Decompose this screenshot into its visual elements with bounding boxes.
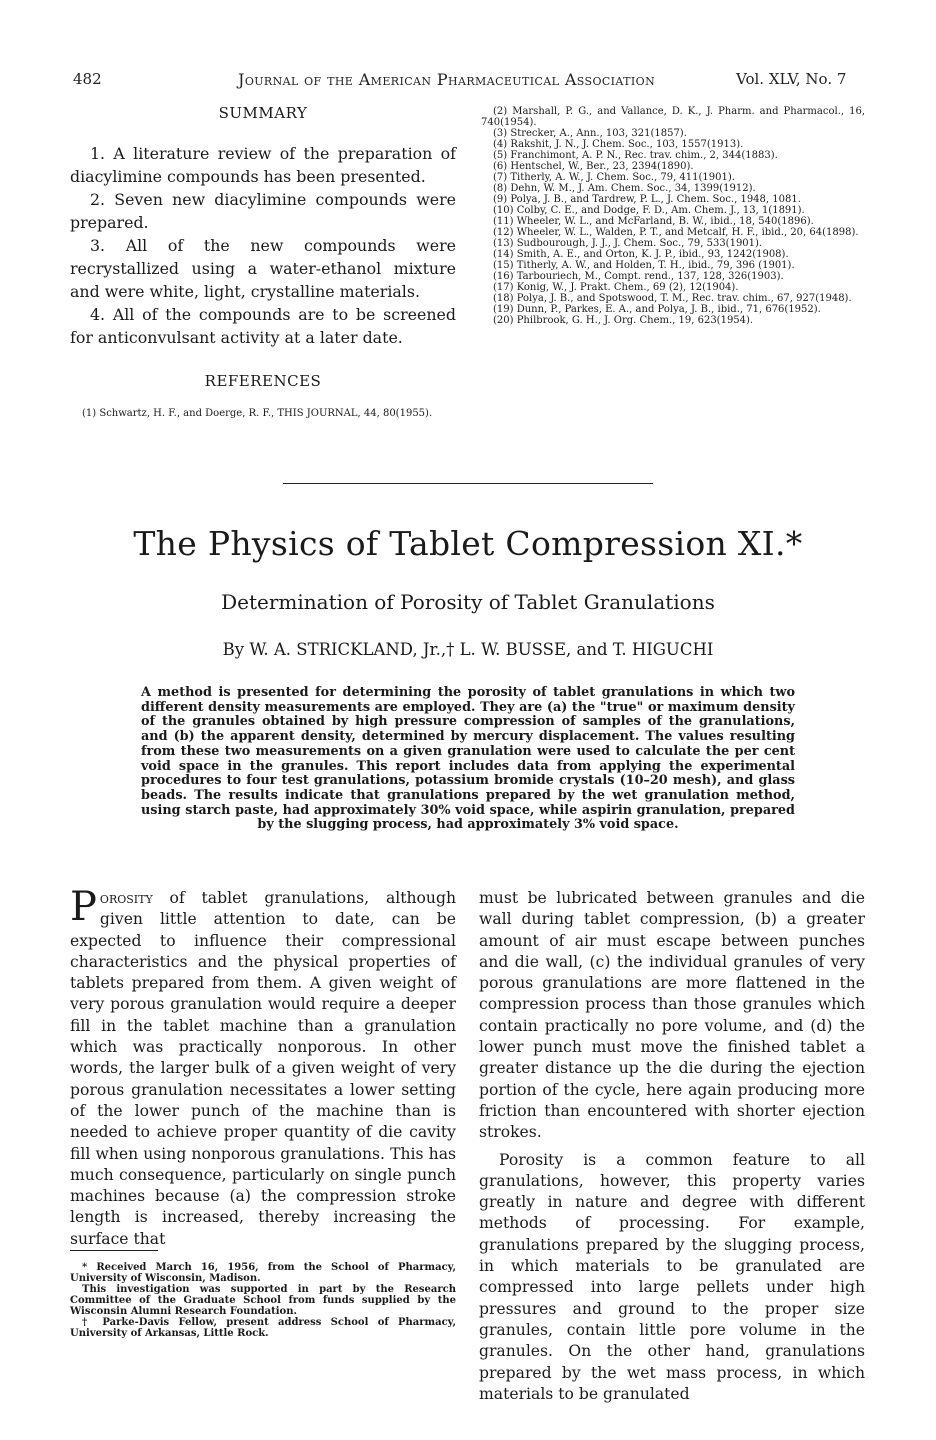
references-heading: REFERENCES xyxy=(204,372,322,390)
reference-item: (13) Sudbourough, J. J., J. Chem. Soc., 79, 533(1901). xyxy=(493,238,763,249)
reference-item: (1) Schwartz, H. F., and Doerge, R. F., THIS JOURNAL, 44, 80(1955). xyxy=(82,408,433,419)
reference-item: (14) Smith, A. E., and Orton, K. J. P., ibid., 93, 1242(1908). xyxy=(493,249,789,260)
reference-item: (3) Strecker, A., Ann., 103, 321(1857). xyxy=(493,128,687,139)
footnotes xyxy=(70,1262,456,1339)
reference-item: (11) Wheeler, W. L., and McFarland, B. W., ibid., 18, 540(1896). xyxy=(493,216,814,227)
drop-cap: P xyxy=(70,884,97,930)
reference-item: (8) Dehn, W. M., J. Am. Chem. Soc., 34, 1399(1912). xyxy=(493,183,756,194)
abstract: A method is presented for determining the porosity of tablet granulations in which two different density measurements are employed. They are (a) the "true" or maximum density of the granules obtained by high pressure compression of samples of the granulations, and (b) the apparent density, determined by mercury displacement. The values resulting from these two measurements on a given granulation were used to calculate the per cent void space in the granules. This report includes data from applying the experimental procedures to four test granulations, potassium bromide crystals (10–20 mesh), and glass beads. The results indicate that granulations prepared by the wet granulation method, using starch paste, had approximately 30% void space, while aspirin granulation, prepared by the slugging process, had approximately 3% void space. xyxy=(141,685,795,833)
page-number: 482 xyxy=(73,70,102,88)
reference-item: (20) Philbrook, G. H., J. Org. Chem., 19, 623(1954). xyxy=(493,315,754,326)
reference-item: (6) Hentschel, W., Ber., 23, 2394(1890). xyxy=(493,161,694,172)
summary-item: 4. All of the compounds are to be screened for anticonvulsant activity at a later date. xyxy=(70,305,456,347)
reference-item: (10) Colby, C. E., and Dodge, F. D., Am. Chem. J., 13, 1(1891). xyxy=(493,205,805,216)
reference-item: (9) Polya, J. B., and Tardrew, P. L., J. Chem. Soc., 1948, 1081. xyxy=(493,194,801,205)
body-right-column xyxy=(479,888,865,1405)
reference-item: (18) Polya, J. B., and Spotswood, T. M., Rec. trav. chim., 67, 927(1948). xyxy=(493,293,852,304)
summary-list xyxy=(70,142,456,349)
body-paragraph: must be lubricated between granules and die wall during tablet compression, (b) a greater amount of air must escape between punches and die wall, (c) the individual granules of very porous granulations are more flattened in the compression process than those granules which contain practically no pore volume, and (d) the lower punch must move the finished tablet a greater distance up the die during the ejection portion of the cycle, here again producing more friction than encountered with shorter ejection strokes. xyxy=(479,889,865,1142)
body-text: of tablet granulations, although given little attention to date, can be expected to influence their compressional characteristics and the physical properties of tablets prepared from them. A given weight of very porous granulation would require a deeper fill in the tablet machine than a granulation which was practically nonporous. In other words, the larger bulk of a given weight of very porous granulation necessitates a lower setting of the lower punch of the machine than is needed to achieve proper quantity of die cavity fill when using nonporous granulations. This has much consequence, particularly on single punch machines because (a) the compression stroke length is increased, thereby increasing the surface that xyxy=(70,889,456,1248)
summary-item: 1. A literature review of the preparation of diacylimine compounds has been presented. xyxy=(70,144,456,186)
reference-item: (2) Marshall, P. G., and Vallance, D. K., J. Pharm. and Pharmacol., 16, 740(1954). xyxy=(481,106,865,128)
reference-item: (16) Tarbouriech, M., Compt. rend., 137, 128, 326(1903). xyxy=(493,271,784,282)
summary-item: 2. Seven new diacylimine compounds were prepared. xyxy=(70,190,456,232)
reference-item: (4) Rakshit, J. N., J. Chem. Soc., 103, 1557(1913). xyxy=(493,139,744,150)
reference-item: (17) Konig, W., J. Prakt. Chem., 69 (2), 12(1904). xyxy=(493,282,739,293)
reference-item: (12) Wheeler, W. L., Walden, P. T., and Metcalf, H. F., ibid., 20, 64(1898). xyxy=(493,227,859,238)
footnote: * Received March 16, 1956, from the School of Pharmacy, University of Wisconsin, Madison. xyxy=(70,1262,456,1284)
article-subtitle: Determination of Porosity of Tablet Granulations xyxy=(221,590,715,614)
body-paragraph: Porosity is a common feature to all granulations, however, this property varies greatly in nature and degree with different methods of processing. For example, granulations prepared by the slugging process, in which materials to be granulated are compressed into large pellets under high pressures and ground to the proper size granules, contain little pore volume in the granules. On the other hand, granulations prepared by the wet mass process, in which materials to be granulated xyxy=(479,1150,865,1403)
section-divider xyxy=(283,483,653,484)
footnote: This investigation was supported in part by the Research Committee of the Graduate School from funds supplied by the Wisconsin Alumni Research Foundation. xyxy=(70,1284,456,1317)
body-left-column xyxy=(70,884,456,1250)
reference-item: (5) Franchimont, A. P. N., Rec. trav. chim., 2, 344(1883). xyxy=(493,150,778,161)
summary-heading: SUMMARY xyxy=(218,104,308,122)
volume-issue: Vol. XLV, No. 7 xyxy=(736,70,847,88)
reference-item: (15) Titherly, A. W., and Holden, T. H., ibid., 79, 396 (1901). xyxy=(493,260,795,271)
references-left xyxy=(70,408,456,419)
summary-item: 3. All of the new compounds were recrystallized using a water-ethanol mixture and were white, light, crystalline materials. xyxy=(70,236,456,301)
journal-title: Journal of the American Pharmaceutical Association xyxy=(238,70,656,89)
footnote: † Parke-Davis Fellow, present address School of Pharmacy, University of Arkansas, Little Rock. xyxy=(70,1317,456,1339)
lead-word: orosity xyxy=(99,889,153,907)
references-right xyxy=(481,106,865,326)
body-paragraph xyxy=(70,884,456,1250)
article-title: The Physics of Tablet Compression XI.* xyxy=(133,524,803,563)
reference-item: (7) Titherly, A. W., J. Chem. Soc., 79, 411(1901). xyxy=(493,172,735,183)
footnote-rule xyxy=(70,1250,158,1251)
author-byline: By W. A. STRICKLAND, Jr.,† L. W. BUSSE, and T. HIGUCHI xyxy=(222,640,714,659)
reference-item: (19) Dunn, P., Parkes, E. A., and Polya, J. B., ibid., 71, 676(1952). xyxy=(493,304,821,315)
